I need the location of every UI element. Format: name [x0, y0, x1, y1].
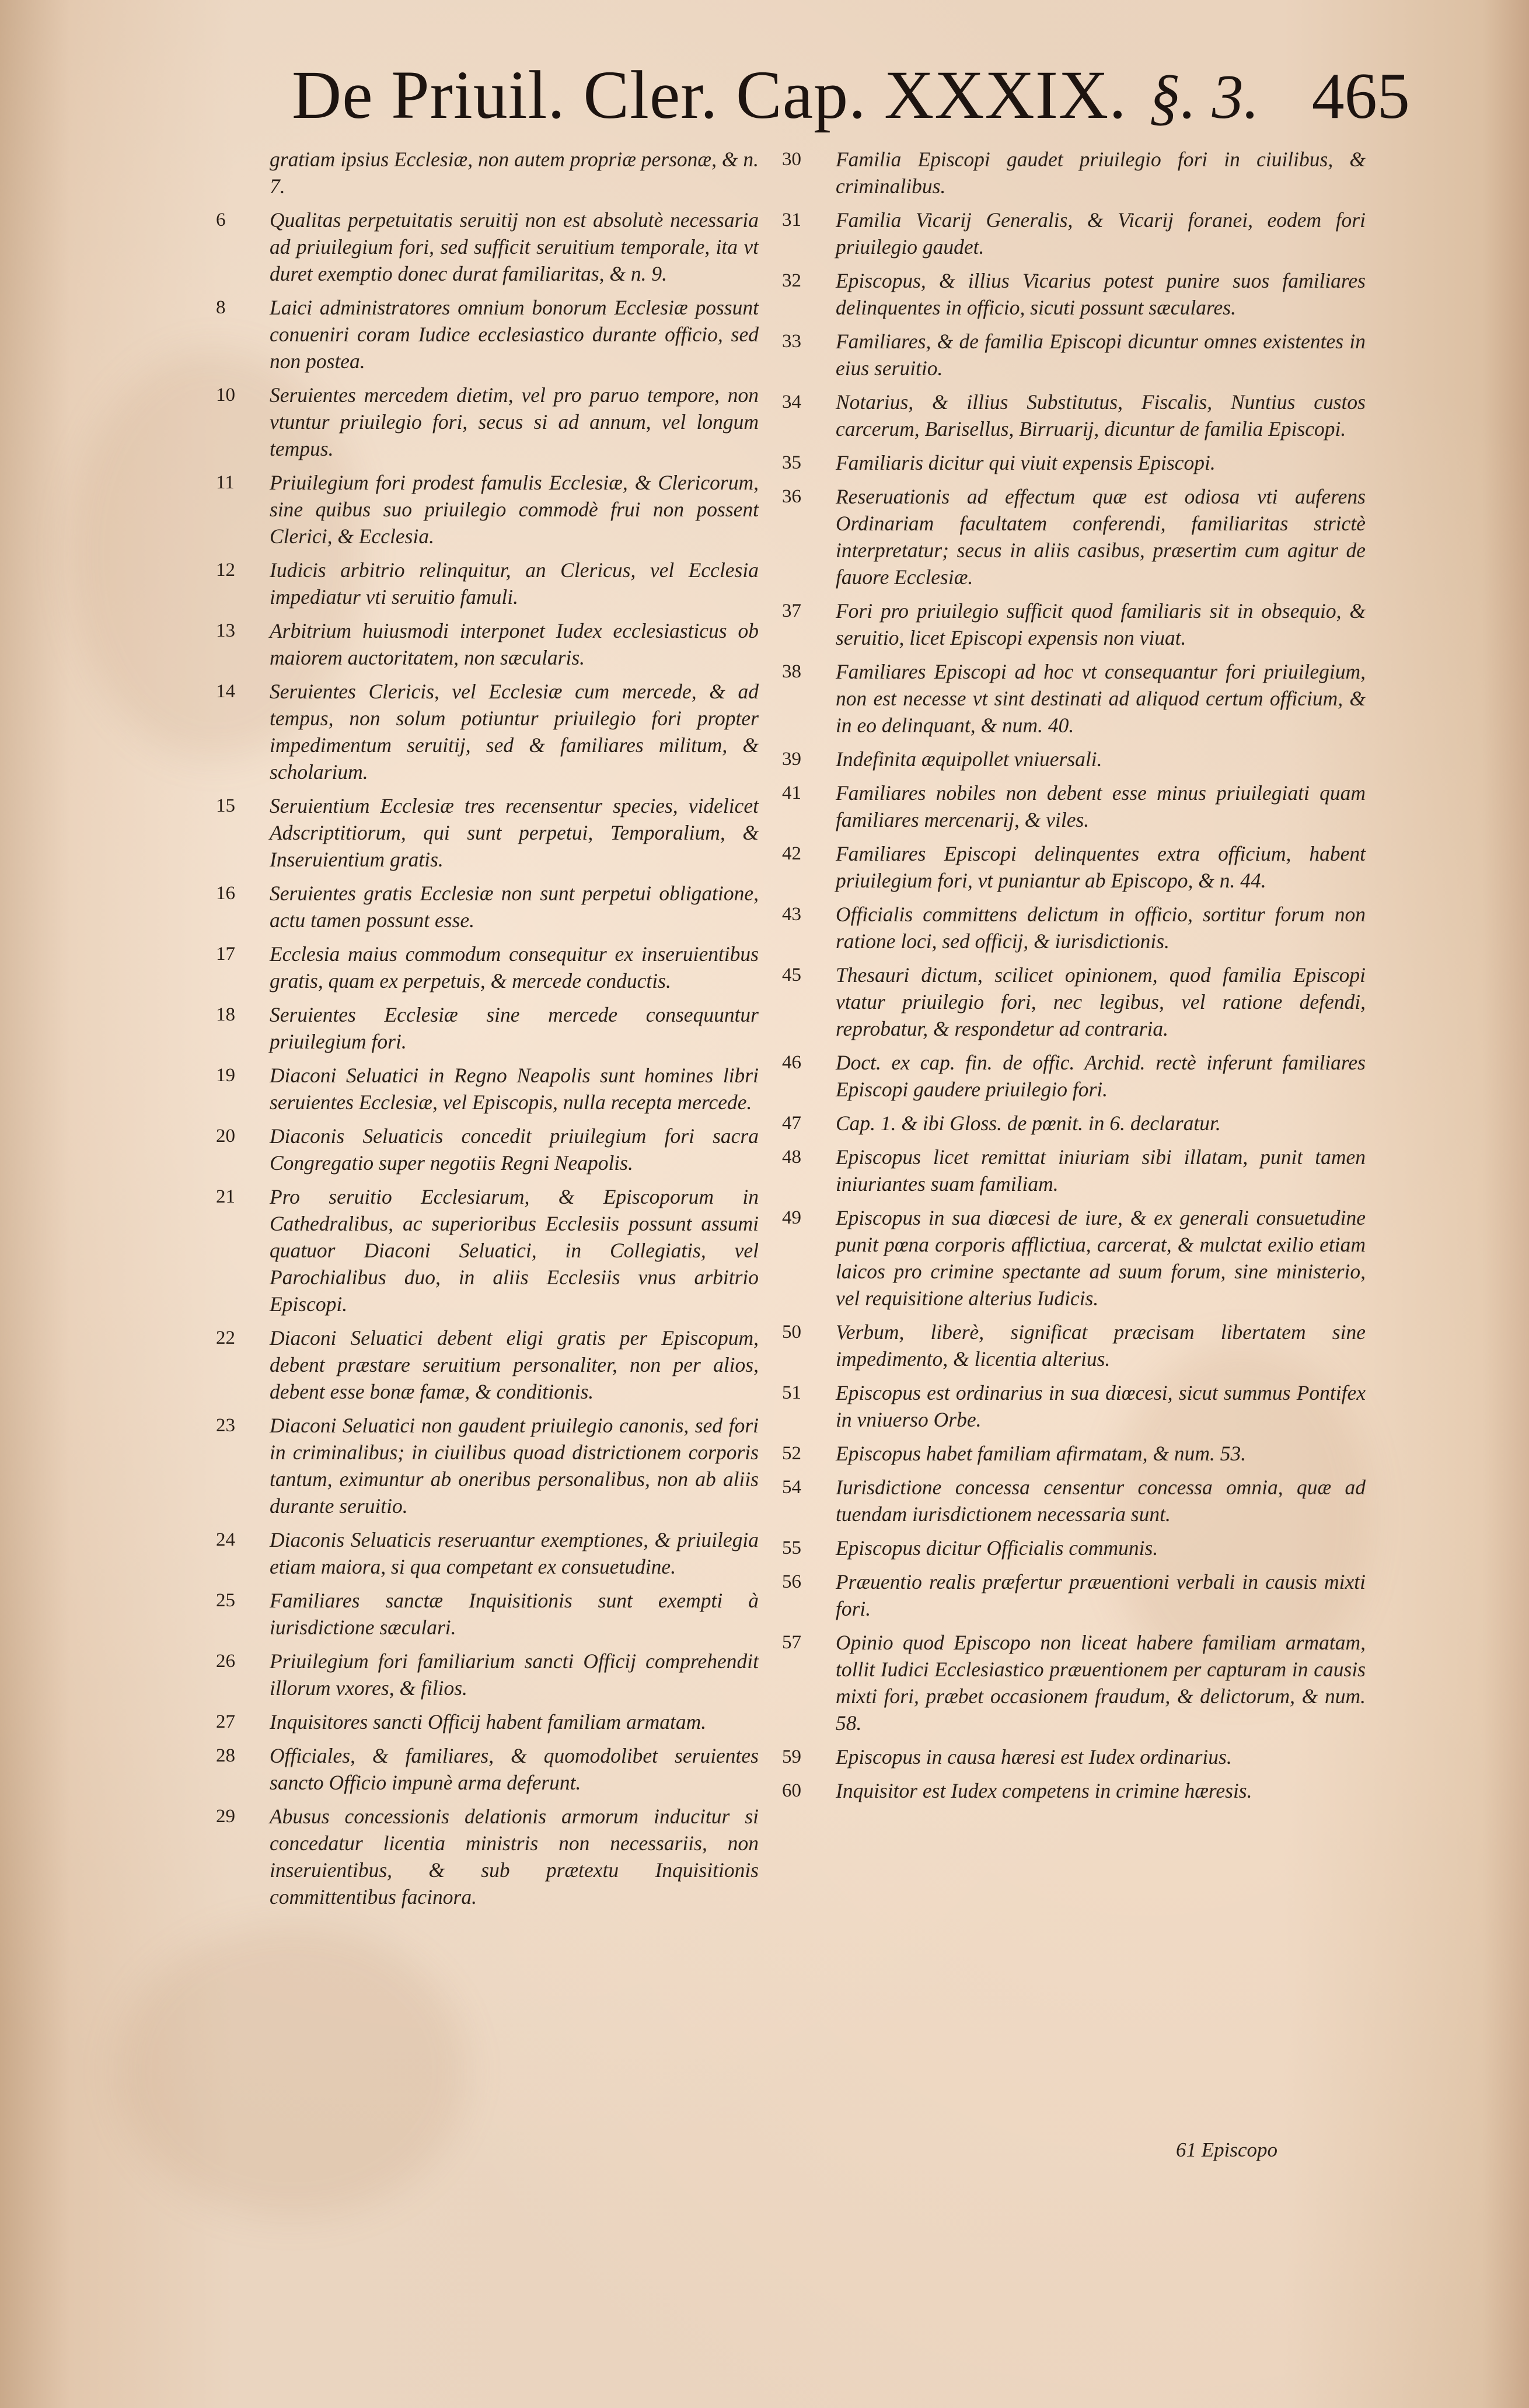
entry-text: Seruientes mercedem dietim, vel pro paruo tempore, non vtuntur priuilegio fori, secus si ad annum, vel longum tempus. — [270, 383, 759, 460]
entry-number: 47 — [782, 1113, 801, 1134]
entry-text: Verbum, liberè, significat præcisam libertatem sine impedimento, & licentia alterius. — [836, 1320, 1366, 1371]
entry-number: 45 — [782, 964, 801, 985]
entry-number: 59 — [782, 1746, 801, 1767]
summary-entry — [216, 1123, 759, 1176]
summary-entry — [216, 1803, 759, 1910]
entry-number: 29 — [216, 1806, 235, 1827]
entry-number: 39 — [782, 749, 801, 770]
entry-number: 21 — [216, 1186, 235, 1207]
entry-number: 27 — [216, 1711, 235, 1732]
entry-text: Seruientes Clericis, vel Ecclesiæ cum mercede, & ad tempus, non solum potiuntur priuilegio fori propter impedimentum seruitij, sed & familiares militum, & scholarium. — [270, 680, 759, 784]
entry-text: Reseruationis ad effectum quæ est odiosa vti auferens Ordinariam facultatem conferendi, familiaritas strictè interpretatur; secus in aliis casibus, præsertim cum agitur de fauore Ecclesiæ. — [836, 485, 1366, 589]
entry-text: Seruientes Ecclesiæ sine mercede consequuntur priuilegium fori. — [270, 1003, 759, 1053]
entry-text: Iurisdictione concessa censentur concessa omnia, quæ ad tuendam iurisdictionem necessaria sunt. — [836, 1476, 1366, 1526]
entry-text: Præuentio realis præfertur præuentioni verbali in causis mixti fori. — [836, 1570, 1366, 1620]
summary-entry — [782, 1110, 1366, 1137]
summary-entry — [216, 1412, 759, 1519]
entry-text: Officiales, & familiares, & quomodolibet seruientes sancto Officio impunè arma deferunt. — [270, 1744, 759, 1794]
entry-number: 34 — [782, 392, 801, 413]
entry-text: Priuilegium fori familiarium sancti Officij comprehendit illorum vxores, & filios. — [270, 1649, 759, 1700]
entry-text: Cap. 1. & ibi Gloss. de pœnit. in 6. declaratur. — [836, 1112, 1221, 1135]
entry-text: Inquisitores sancti Officij habent familiam armatam. — [270, 1710, 707, 1734]
entry-text: Episcopus dicitur Officialis communis. — [836, 1536, 1158, 1560]
entry-text: Familiares nobiles non debent esse minus priuilegiati quam familiares mercenarij, & viles. — [836, 781, 1366, 831]
entry-number: 57 — [782, 1632, 801, 1653]
summary-entry — [782, 207, 1366, 260]
summary-entry — [782, 901, 1366, 955]
summary-entry — [782, 146, 1366, 200]
summary-entry — [216, 294, 759, 375]
right-summary-column — [782, 146, 1366, 1811]
summary-entry — [782, 449, 1366, 476]
entry-number: 19 — [216, 1065, 235, 1086]
summary-entry — [782, 658, 1366, 739]
entry-text: Diaconi Seluatici non gaudent priuilegio canonis, sed fori in criminalibus; in ciuilibus quoad districtionem corporis tantum, eximuntur ab oneribus personalibus, non ab aliis durante seruitio. — [270, 1414, 759, 1518]
entry-number: 35 — [782, 452, 801, 473]
summary-entry — [782, 1204, 1366, 1312]
summary-entry — [782, 1379, 1366, 1433]
entry-number: 6 — [216, 209, 226, 230]
summary-entry — [782, 1629, 1366, 1736]
entry-text: Notarius, & illius Substitutus, Fiscalis, Nuntius custos carcerum, Barisellus, Birruarij, dicuntur de familia Episcopi. — [836, 390, 1366, 441]
entry-number: 51 — [782, 1382, 801, 1403]
left-summary-column — [216, 146, 759, 1917]
entry-number: 15 — [216, 795, 235, 816]
summary-entry — [216, 1183, 759, 1317]
entry-number: 42 — [782, 843, 801, 864]
catchword: 61 Episcopo — [1176, 2138, 1278, 2161]
entry-text: Familiares Episcopi ad hoc vt consequantur fori priuilegium, non est necesse vt sint destinati ad aliquod certum officium, & in eo delinquant, & num. 40. — [836, 660, 1366, 737]
entry-text: Diaconis Seluaticis concedit priuilegium fori sacra Congregatio super negotiis Regni Neapolis. — [270, 1124, 759, 1175]
entry-number: 41 — [782, 782, 801, 803]
summary-entry — [216, 207, 759, 287]
summary-entry — [216, 1587, 759, 1641]
entry-text: Episcopus in sua diœcesi de iure, & ex generali consuetudine punit pœna corporis afflictiua, carcerat, & mulctat exilio etiam laicos pro crimine spectante ad suum forum, sine ministerio, vel requisitione alterius Iudicis. — [836, 1206, 1366, 1310]
summary-entry — [216, 469, 759, 550]
summary-entry — [216, 382, 759, 462]
summary-entry — [782, 780, 1366, 833]
summary-entry — [216, 146, 759, 200]
entry-number: 23 — [216, 1415, 235, 1436]
entry-number: 32 — [782, 270, 801, 291]
entry-number: 46 — [782, 1052, 801, 1073]
summary-entry — [782, 962, 1366, 1042]
entry-text: Episcopus, & illius Vicarius potest punire suos familiares delinquentes in officio, sicuti possunt sæculares. — [836, 269, 1366, 319]
entry-number: 38 — [782, 661, 801, 682]
page-number: 465 — [1311, 60, 1410, 132]
entry-text: Seruientium Ecclesiæ tres recensentur species, videlicet Adscriptitiorum, qui sunt perpetui, Temporalium, & Inseruientium gratis. — [270, 794, 759, 871]
entry-text: Officialis committens delictum in officio, sortitur forum non ratione loci, sed officij, & iurisdictionis. — [836, 903, 1366, 953]
summary-entry — [782, 483, 1366, 590]
summary-entry — [782, 267, 1366, 321]
summary-entry — [782, 597, 1366, 651]
entry-text: Episcopus habet familiam afirmatam, & num. 53. — [836, 1442, 1247, 1465]
entry-number: 48 — [782, 1147, 801, 1168]
entry-text: Pro seruitio Ecclesiarum, & Episcoporum in Cathedralibus, ac superioribus Ecclesiis possunt assumi quatuor Diaconi Seluatici, in Collegiatis, vel Parochialibus duo, in aliis Ecclesiis vnus arbitrio Episcopi. — [270, 1185, 759, 1316]
entry-number: 37 — [782, 600, 801, 621]
entry-number: 33 — [782, 331, 801, 352]
summary-entry — [782, 389, 1366, 442]
entry-text: Ecclesia maius commodum consequitur ex inseruientibus gratis, quam ex perpetuis, & mercede conductis. — [270, 942, 759, 992]
summary-entry — [216, 941, 759, 994]
summary-entry — [216, 1062, 759, 1116]
summary-entry — [782, 1535, 1366, 1561]
entry-number: 18 — [216, 1004, 235, 1025]
entry-text: Priuilegium fori prodest famulis Ecclesiæ, & Clericorum, sine quibus suo priuilegio commodè frui non possent Clerici, & Ecclesia. — [270, 471, 759, 548]
summary-entry — [216, 792, 759, 873]
entry-number: 52 — [782, 1443, 801, 1464]
running-header — [292, 55, 1410, 149]
entry-text: Familiares sanctæ Inquisitionis sunt exempti à iurisdictione sæculari. — [270, 1589, 759, 1639]
running-title: De Priuil. Cler. Cap. XXXIX. — [292, 57, 1127, 133]
entry-number: 31 — [782, 209, 801, 230]
entry-text: Episcopus in causa hæresi est Iudex ordinarius. — [836, 1745, 1232, 1769]
summary-entry — [216, 1708, 759, 1735]
entry-text: Opinio quod Episcopo non liceat habere familiam armatam, tollit Iudici Ecclesiastico præuentionem per capturam in causis mixti fori, præbet occasionem fraudum, & delictorum, & num. 58. — [836, 1631, 1366, 1735]
entry-number: 14 — [216, 681, 235, 702]
entry-text: Familiaris dicitur qui viuit expensis Episcopi. — [836, 451, 1216, 474]
entry-number: 25 — [216, 1590, 235, 1611]
summary-entry — [782, 1049, 1366, 1103]
entry-text: Familia Vicarij Generalis, & Vicarij foranei, eodem fori priuilegio gaudet. — [836, 208, 1366, 258]
entry-text: Diaconi Seluatici debent eligi gratis per Episcopum, debent præstare seruitium personaliter, non per alios, debent esse bonæ famæ, & conditionis. — [270, 1326, 759, 1403]
summary-entry — [216, 1648, 759, 1701]
summary-entry — [782, 1743, 1366, 1770]
entry-number: 13 — [216, 620, 235, 641]
summary-entry — [216, 617, 759, 671]
entry-text: gratiam ipsius Ecclesiæ, non autem propriæ personæ, & n. 7. — [270, 148, 759, 198]
summary-entry — [216, 1324, 759, 1405]
entry-text: Qualitas perpetuitatis seruitij non est absolutè necessaria ad priuilegium fori, sed sufficit seruitium temporale, ita vt duret exemptio donec durat familiaritas, & n. 9. — [270, 208, 759, 285]
paper-stain — [117, 1925, 467, 2217]
entry-number: 24 — [216, 1529, 235, 1550]
entry-number: 60 — [782, 1780, 801, 1801]
entry-number: 26 — [216, 1651, 235, 1672]
summary-entry — [782, 1144, 1366, 1197]
summary-entry — [782, 1777, 1366, 1804]
entry-number: 10 — [216, 385, 235, 406]
entry-text: Arbitrium huiusmodi interponet Iudex ecclesiasticus ob maiorem auctoritatem, non sæcularis. — [270, 619, 759, 669]
summary-entry — [782, 328, 1366, 382]
summary-entry — [216, 1001, 759, 1055]
summary-entry — [782, 1319, 1366, 1372]
entry-text: Familia Episcopi gaudet priuilegio fori in ciuilibus, & criminalibus. — [836, 148, 1366, 198]
entry-number: 17 — [216, 943, 235, 964]
entry-number: 16 — [216, 883, 235, 904]
entry-number: 8 — [216, 297, 226, 318]
summary-entry — [216, 678, 759, 785]
entry-number: 50 — [782, 1322, 801, 1343]
entry-text: Familiares Episcopi delinquentes extra officium, habent priuilegium fori, vt puniantur ab Episcopo, & n. 44. — [836, 842, 1366, 892]
summary-entry — [782, 1568, 1366, 1622]
entry-number: 56 — [782, 1571, 801, 1592]
entry-text: Episcopus est ordinarius in sua diœcesi, sicut summus Pontifex in vniuerso Orbe. — [836, 1381, 1366, 1431]
entry-number: 20 — [216, 1126, 235, 1147]
entry-text: Familiares, & de familia Episcopi dicuntur omnes existentes in eius seruitio. — [836, 330, 1366, 380]
entry-number: 49 — [782, 1207, 801, 1228]
summary-entry — [216, 557, 759, 610]
entry-text: Seruientes gratis Ecclesiæ non sunt perpetui obligatione, actu tamen possunt esse. — [270, 882, 759, 932]
entry-number: 28 — [216, 1745, 235, 1766]
entry-text: Abusus concessionis delationis armorum inducitur si concedatur licentia ministris non necessariis, non inseruientibus, & sub prætextu Inquisitionis committentibus facinora. — [270, 1805, 759, 1909]
entry-number: 55 — [782, 1537, 801, 1558]
entry-text: Diaconi Seluatici in Regno Neapolis sunt homines libri seruientes Ecclesiæ, vel Episcopis, nulla recepta mercede. — [270, 1064, 759, 1114]
entry-number: 43 — [782, 904, 801, 925]
section-mark: §. 3. — [1149, 62, 1259, 132]
entry-text: Laici administratores omnium bonorum Ecclesiæ possunt conueniri coram Iudice ecclesiastico durante officio, sed non postea. — [270, 296, 759, 373]
entry-text: Doct. ex cap. fin. de offic. Archid. rectè inferunt familiares Episcopi gaudere priuilegio fori. — [836, 1051, 1366, 1101]
summary-entry — [216, 1742, 759, 1796]
summary-entry — [782, 1440, 1366, 1467]
entry-number: 54 — [782, 1477, 801, 1498]
entry-text: Iudicis arbitrio relinquitur, an Clericus, vel Ecclesia impediatur vti seruitio famuli. — [270, 558, 759, 609]
entry-number: 11 — [216, 472, 235, 493]
entry-text: Fori pro priuilegio sufficit quod familiaris sit in obsequio, & seruitio, licet Episcopi expensis non viuat. — [836, 599, 1366, 649]
entry-number: 12 — [216, 560, 235, 581]
entry-text: Episcopus licet remittat iniuriam sibi illatam, punit tamen iniuriantes suam familiam. — [836, 1145, 1366, 1196]
summary-entry — [782, 746, 1366, 773]
entry-text: Diaconis Seluaticis reseruantur exemptiones, & priuilegia etiam maiora, si qua competant ex consuetudine. — [270, 1528, 759, 1578]
entry-text: Indefinita æquipollet vniuersali. — [836, 747, 1102, 771]
entry-number: 22 — [216, 1327, 235, 1348]
entry-number: 30 — [782, 149, 801, 170]
entry-text: Inquisitor est Iudex competens in crimine hæresis. — [836, 1779, 1252, 1802]
entry-number: 36 — [782, 486, 801, 507]
summary-entry — [216, 1526, 759, 1580]
summary-entry — [782, 1474, 1366, 1528]
entry-text: Thesauri dictum, scilicet opinionem, quod familia Episcopi vtatur priuilegio fori, nec legibus, vel ratione defendi, reprobatur, & respondetur ad contraria. — [836, 963, 1366, 1040]
summary-entry — [216, 880, 759, 934]
summary-entry — [782, 840, 1366, 894]
